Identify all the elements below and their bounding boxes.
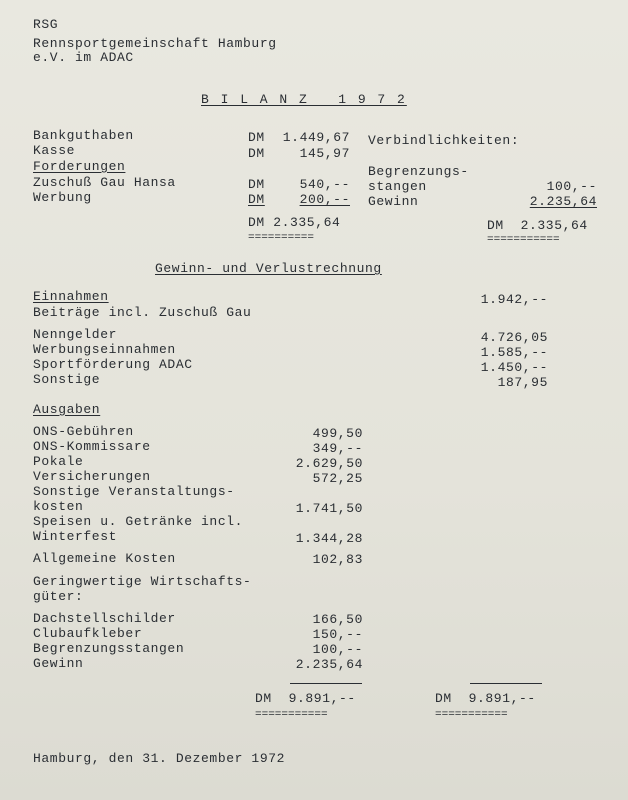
einnahmen-value: 187,95	[497, 375, 548, 390]
asset-label-bankguthaben: Bankguthaben	[33, 128, 134, 143]
assets-total: DM 2.335,64	[248, 215, 341, 230]
ausgaben-label: Geringwertige Wirtschafts-	[33, 574, 252, 589]
asset-cur: DM	[248, 192, 265, 207]
liability-value: 2.235,64	[529, 194, 597, 209]
ausgaben-value: 102,83	[312, 552, 363, 567]
org-name: Rennsportgemeinschaft Hamburg	[33, 36, 277, 51]
asset-cur: DM	[248, 146, 265, 161]
org-suffix: e.V. im ADAC	[33, 50, 134, 65]
ausgaben-label: Allgemeine Kosten	[33, 551, 176, 566]
einnahmen-label: Werbungseinnahmen	[33, 342, 176, 357]
liability-label: Begrenzungs-	[368, 164, 469, 179]
ausgaben-value: 2.629,50	[295, 456, 363, 471]
einnahmen-label: Sonstige	[33, 372, 101, 387]
ausgaben-value: 166,50	[312, 612, 363, 627]
ausgaben-label: güter:	[33, 589, 84, 604]
asset-value: 145,97	[299, 146, 350, 161]
total-right: DM 9.891,--	[435, 691, 536, 706]
liabilities-heading: Verbindlichkeiten:	[368, 133, 520, 148]
ausgaben-value: 572,25	[312, 471, 363, 486]
total-left: DM 9.891,--	[255, 691, 356, 706]
page-title: B I L A N Z 1 9 7 2	[201, 92, 407, 107]
ausgaben-heading: Ausgaben	[33, 402, 101, 417]
asset-cur: DM	[248, 177, 265, 192]
einnahmen-heading: Einnahmen	[33, 289, 109, 304]
asset-cur: DM	[248, 130, 265, 145]
guv-title: Gewinn- und Verlustrechnung	[155, 261, 382, 276]
ausgaben-label: Gewinn	[33, 656, 84, 671]
ausgaben-label: Sonstige Veranstaltungs-	[33, 484, 235, 499]
asset-label-kasse: Kasse	[33, 143, 76, 158]
einnahmen-value: 1.585,--	[480, 345, 548, 360]
total-right-underline: ===========	[435, 709, 508, 721]
asset-label-werbung: Werbung	[33, 190, 92, 205]
liabilities-total: DM 2.335,64	[487, 218, 588, 233]
ausgaben-value: 349,--	[312, 441, 363, 456]
org-abbrev: RSG	[33, 17, 59, 32]
ausgaben-label: ONS-Gebühren	[33, 424, 134, 439]
liability-label: Gewinn	[368, 194, 419, 209]
liability-value: 100,--	[546, 179, 597, 194]
ausgaben-label: ONS-Kommissare	[33, 439, 151, 454]
liability-label: stangen	[368, 179, 427, 194]
place-date: Hamburg, den 31. Dezember 1972	[33, 751, 286, 766]
asset-label-zuschuss: Zuschuß Gau Hansa	[33, 175, 176, 190]
ausgaben-value: 2.235,64	[295, 657, 363, 672]
ausgaben-value: 1.741,50	[295, 501, 363, 516]
assets-total-underline: ==========	[248, 232, 315, 244]
einnahmen-value: 1.450,--	[480, 360, 548, 375]
ausgaben-label: Speisen u. Getränke incl.	[33, 514, 244, 529]
einnahmen-value: 1.942,--	[480, 292, 548, 307]
ausgaben-label: Begrenzungsstangen	[33, 641, 185, 656]
ausgaben-label: Dachstellschilder	[33, 611, 176, 626]
einnahmen-label: Sportförderung ADAC	[33, 357, 193, 372]
einnahmen-value: 4.726,05	[480, 330, 548, 345]
liabilities-total-underline: ===========	[487, 234, 560, 246]
ausgaben-value: 100,--	[312, 642, 363, 657]
ausgaben-value: 1.344,28	[295, 531, 363, 546]
ausgaben-label: kosten	[33, 499, 84, 514]
sum-rule-right	[470, 683, 542, 684]
ausgaben-label: Clubaufkleber	[33, 626, 143, 641]
ausgaben-label: Pokale	[33, 454, 84, 469]
einnahmen-label: Nenngelder	[33, 327, 118, 342]
ausgaben-label: Winterfest	[33, 529, 118, 544]
asset-heading-forderungen: Forderungen	[33, 159, 126, 174]
ausgaben-value: 150,--	[312, 627, 363, 642]
ausgaben-value: 499,50	[312, 426, 363, 441]
einnahmen-label: Beiträge incl. Zuschuß Gau	[33, 305, 252, 320]
sum-rule-left	[290, 683, 362, 684]
total-left-underline: ===========	[255, 709, 328, 721]
asset-value: 1.449,67	[282, 130, 350, 145]
ausgaben-label: Versicherungen	[33, 469, 151, 484]
asset-value: 540,--	[299, 177, 350, 192]
asset-value: 200,--	[299, 192, 350, 207]
